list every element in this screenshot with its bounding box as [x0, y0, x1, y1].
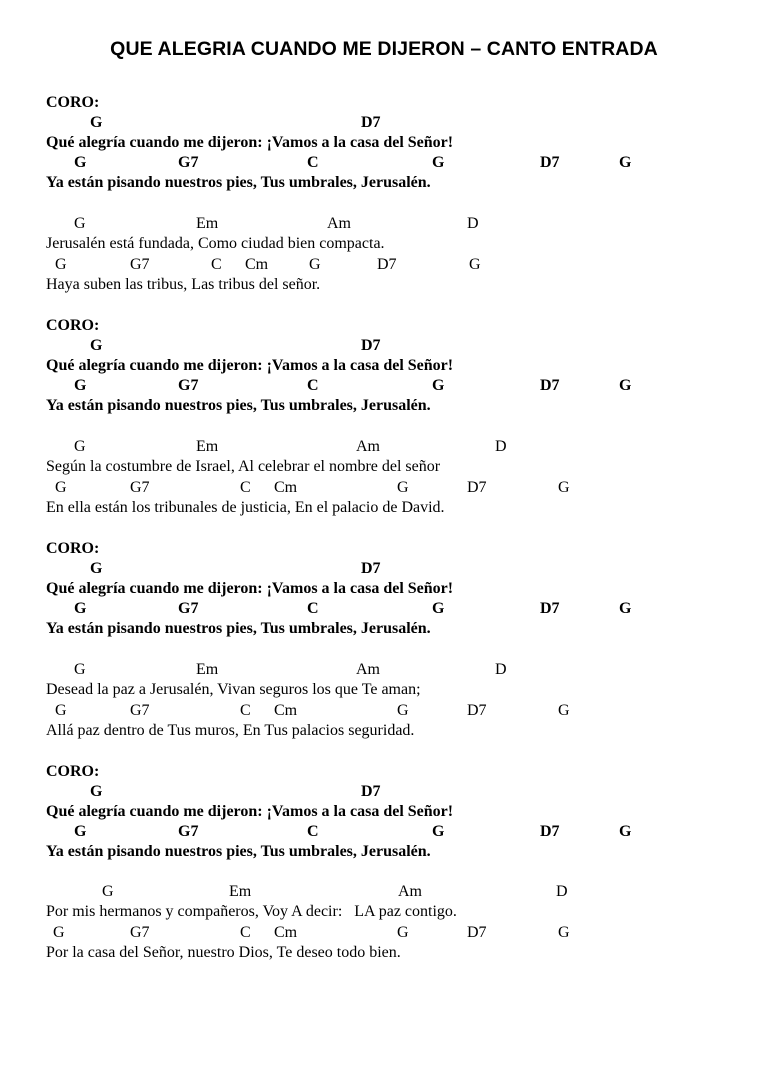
- chord: Am: [327, 215, 351, 232]
- chord: G: [90, 337, 103, 354]
- chord: G: [74, 154, 87, 171]
- chord: D: [495, 438, 507, 455]
- chord: G7: [130, 702, 150, 719]
- chord: D7: [377, 256, 397, 273]
- chord: G7: [130, 924, 150, 941]
- chorus-chord-line-2: [0, 599, 768, 619]
- chord: G: [90, 114, 103, 131]
- chord: G: [309, 256, 321, 273]
- chord: C: [307, 600, 319, 617]
- chord: D7: [540, 823, 560, 840]
- chorus-label: CORO:: [46, 317, 100, 334]
- chord: Cm: [274, 924, 298, 941]
- chorus-chord-line-1: [0, 113, 768, 133]
- chorus-lyric-1: Qué alegría cuando me dijeron: ¡Vamos a la casa del Señor!: [46, 580, 454, 597]
- chord: C: [211, 256, 222, 273]
- chorus-chord-line-1: [0, 782, 768, 802]
- chord: D7: [540, 600, 560, 617]
- chord: G: [558, 479, 570, 496]
- verse-lyric-2: Por la casa del Señor, nuestro Dios, Te deseo todo bien.: [46, 944, 401, 961]
- chord: Am: [398, 883, 422, 900]
- chord: G: [432, 154, 445, 171]
- chord: G: [619, 823, 632, 840]
- chord: G: [619, 377, 632, 394]
- chord: G7: [130, 479, 150, 496]
- chord: G: [619, 600, 632, 617]
- chord: G: [74, 215, 86, 232]
- verse-lyric-1: Jerusalén está fundada, Como ciudad bien compacta.: [46, 235, 385, 252]
- chord: G: [558, 924, 570, 941]
- chord: C: [307, 377, 319, 394]
- chord: G: [74, 661, 86, 678]
- chorus-chord-line-1: [0, 336, 768, 356]
- chord: G: [619, 154, 632, 171]
- chord: G: [55, 256, 67, 273]
- chorus-lyric-1: Qué alegría cuando me dijeron: ¡Vamos a la casa del Señor!: [46, 803, 454, 820]
- chord: G: [55, 479, 67, 496]
- chord: G7: [178, 154, 199, 171]
- chord: Cm: [274, 479, 298, 496]
- chord: G: [432, 377, 445, 394]
- verse-chord-line-2: [0, 255, 768, 275]
- page-title: QUE ALEGRIA CUANDO ME DIJERON – CANTO ENTRADA: [110, 38, 658, 60]
- chord: D7: [361, 337, 381, 354]
- chord: G: [397, 702, 409, 719]
- chord: G: [53, 924, 65, 941]
- chord: G: [102, 883, 114, 900]
- chord: G7: [178, 600, 199, 617]
- chord: C: [240, 702, 251, 719]
- chord: Em: [196, 661, 219, 678]
- chord: C: [240, 479, 251, 496]
- chord: Cm: [274, 702, 298, 719]
- chord: G7: [130, 256, 150, 273]
- chord: G: [74, 438, 86, 455]
- chord: G: [90, 560, 103, 577]
- chorus-lyric-2: Ya están pisando nuestros pies, Tus umbrales, Jerusalén.: [46, 843, 431, 860]
- verse-chord-line-1: [0, 660, 768, 680]
- verse-chord-line-1: [0, 437, 768, 457]
- chord: Am: [356, 661, 380, 678]
- chord: D7: [467, 479, 487, 496]
- chord: G: [558, 702, 570, 719]
- chord: D: [495, 661, 507, 678]
- verse-lyric-1: Desead la paz a Jerusalén, Vivan seguros los que Te aman;: [46, 681, 421, 698]
- chorus-lyric-2: Ya están pisando nuestros pies, Tus umbrales, Jerusalén.: [46, 397, 431, 414]
- chord: C: [307, 823, 319, 840]
- chord: G: [74, 600, 87, 617]
- chorus-chord-line-2: [0, 153, 768, 173]
- chord: D7: [361, 114, 381, 131]
- chorus-lyric-2: Ya están pisando nuestros pies, Tus umbrales, Jerusalén.: [46, 620, 431, 637]
- verse-lyric-2: En ella están los tribunales de justicia, En el palacio de David.: [46, 499, 445, 516]
- chorus-label: CORO:: [46, 763, 100, 780]
- chorus-lyric-1: Qué alegría cuando me dijeron: ¡Vamos a la casa del Señor!: [46, 134, 454, 151]
- chord: D: [556, 883, 568, 900]
- verse-lyric-2: Haya suben las tribus, Las tribus del señor.: [46, 276, 321, 293]
- chorus-chord-line-2: [0, 376, 768, 396]
- verse-lyric-2: Allá paz dentro de Tus muros, En Tus palacios seguridad.: [46, 722, 415, 739]
- chord: G7: [178, 823, 199, 840]
- chord: D: [467, 215, 479, 232]
- verse-chord-line-1: [0, 882, 768, 902]
- chord: D7: [467, 702, 487, 719]
- chord: G: [397, 479, 409, 496]
- verse-chord-line-2: [0, 701, 768, 721]
- chorus-lyric-2: Ya están pisando nuestros pies, Tus umbrales, Jerusalén.: [46, 174, 431, 191]
- chorus-chord-line-1: [0, 559, 768, 579]
- verse-lyric-1: Por mis hermanos y compañeros, Voy A decir: LA paz contigo.: [46, 903, 457, 920]
- chorus-label: CORO:: [46, 94, 100, 111]
- chord: G: [397, 924, 409, 941]
- chord: Cm: [245, 256, 269, 273]
- chorus-chord-line-2: [0, 822, 768, 842]
- verse-lyric-1: Según la costumbre de Israel, Al celebrar el nombre del señor: [46, 458, 441, 475]
- chord: Am: [356, 438, 380, 455]
- chord: Em: [196, 215, 219, 232]
- chord: G7: [178, 377, 199, 394]
- chord: G: [55, 702, 67, 719]
- chord: G: [432, 600, 445, 617]
- verse-chord-line-1: [0, 214, 768, 234]
- chord: D7: [467, 924, 487, 941]
- chord: G: [74, 823, 87, 840]
- chord: D7: [540, 154, 560, 171]
- chord: G: [432, 823, 445, 840]
- chord: D7: [361, 560, 381, 577]
- verse-chord-line-2: [0, 923, 768, 943]
- chord: G: [74, 377, 87, 394]
- chord: G: [90, 783, 103, 800]
- chord: D7: [361, 783, 381, 800]
- chorus-label: CORO:: [46, 540, 100, 557]
- verse-chord-line-2: [0, 478, 768, 498]
- chord: G: [469, 256, 481, 273]
- chorus-lyric-1: Qué alegría cuando me dijeron: ¡Vamos a la casa del Señor!: [46, 357, 454, 374]
- chord: C: [307, 154, 319, 171]
- chord: C: [240, 924, 251, 941]
- chord: Em: [229, 883, 252, 900]
- chord: Em: [196, 438, 219, 455]
- chord: D7: [540, 377, 560, 394]
